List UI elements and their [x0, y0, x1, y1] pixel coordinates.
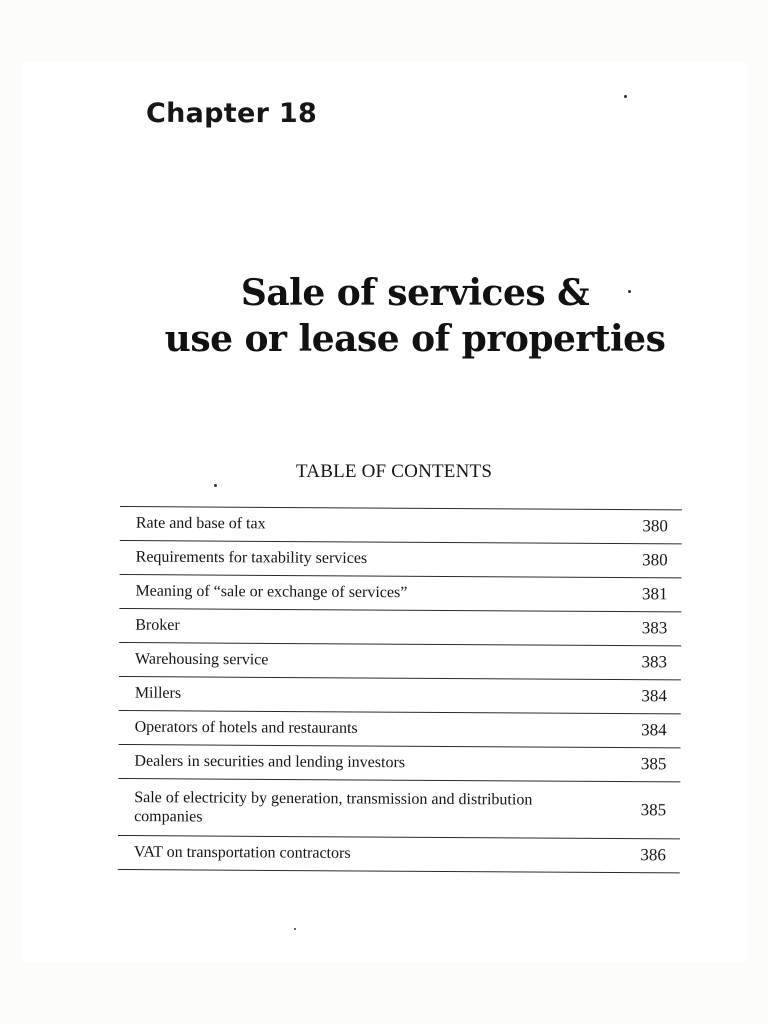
toc-entry-label: Broker: [135, 616, 180, 634]
chapter-title: [0, 270, 768, 362]
toc-row: [119, 710, 681, 747]
scan-speck: [294, 928, 296, 930]
toc-row: [118, 835, 680, 873]
toc-entry-page: 381: [641, 584, 668, 604]
scan-speck: [214, 484, 217, 487]
table-of-contents: [118, 506, 682, 873]
toc-entry-label: Rate and base of tax: [135, 514, 266, 533]
toc-entry-page: 385: [640, 800, 667, 820]
toc-row: [120, 540, 682, 577]
toc-row: [118, 778, 680, 838]
toc-row: [119, 574, 681, 611]
toc-entry-page: 380: [642, 516, 668, 536]
toc-entry-label: Meaning of “sale or exchange of services”: [135, 582, 408, 602]
toc-entry-label: Sale of electricity by generation, transmission and distribution companies: [134, 789, 533, 826]
chapter-label: Chapter 18: [146, 98, 318, 129]
toc-entry-label: Requirements for taxability services: [135, 548, 368, 568]
toc-entry-label: Millers: [134, 684, 182, 702]
toc-entry-label: Dealers in securities and lending investors: [134, 752, 406, 772]
toc-entry-page: 384: [641, 720, 667, 740]
chapter-title-line-1: Sale of services &: [240, 272, 590, 314]
scan-speck: [624, 95, 627, 98]
toc-heading: TABLE OF CONTENTS: [296, 461, 493, 482]
toc-entry-page: 384: [641, 686, 667, 706]
scan-speck: [628, 290, 631, 293]
toc-row: [118, 744, 680, 781]
toc-entry-label: Operators of hotels and restaurants: [134, 718, 358, 737]
toc-entry-label: Warehousing service: [135, 650, 269, 669]
toc-entry-page: 386: [640, 845, 666, 865]
toc-entry-page: 385: [640, 754, 667, 774]
toc-row: [119, 608, 681, 645]
toc-entry-page: 380: [642, 550, 668, 570]
toc-entry-page: 383: [641, 618, 668, 638]
toc-entry-label: VAT on transportation contractors: [133, 843, 351, 862]
toc-row: [120, 506, 682, 543]
toc-row: [119, 642, 681, 679]
toc-entry-page: 383: [641, 652, 668, 672]
toc-row: [119, 676, 681, 713]
chapter-title-line-2: use or lease of properties: [164, 318, 666, 360]
